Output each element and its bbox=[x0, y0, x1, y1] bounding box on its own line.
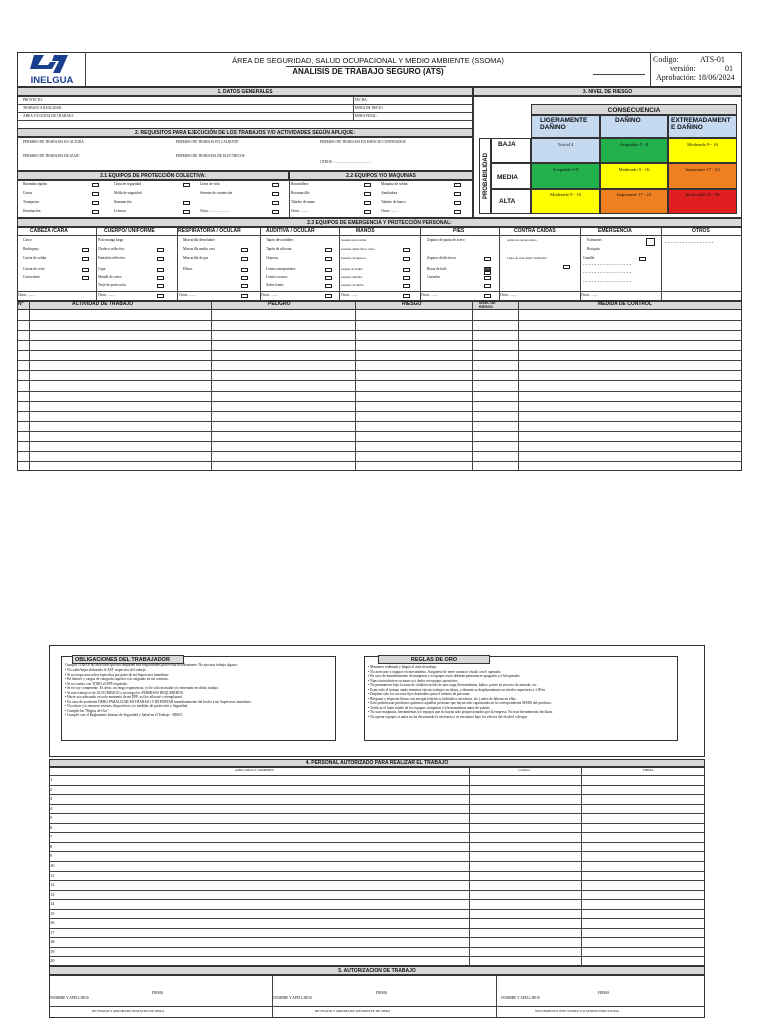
approval-label: Aprobación: bbox=[656, 73, 696, 82]
ppe-item: Barbiquejo bbox=[23, 247, 39, 251]
personnel-row-number: 12 bbox=[50, 882, 55, 888]
checkbox[interactable] bbox=[241, 268, 248, 272]
col-apellidos: APELLIDOS Y NOMBRES bbox=[235, 768, 274, 772]
ppe-item: Guante de badila bbox=[341, 267, 363, 271]
checkbox[interactable] bbox=[325, 257, 332, 261]
eqm-otros-2: Otros: ......... bbox=[381, 209, 399, 213]
checkbox[interactable] bbox=[325, 268, 332, 272]
obligacion-item: • Cumplir las "Reglas de Oro". bbox=[65, 708, 110, 713]
ppe-item: Botiquín bbox=[587, 247, 600, 251]
personnel-row[interactable] bbox=[49, 947, 705, 948]
obligacion-item: • Si no tengo una orden especifica por parte de mi Supervisor inmediato bbox=[65, 672, 169, 677]
table-row[interactable] bbox=[17, 461, 742, 462]
obligacion-item: • Hacer uso adecuado en todo momento de mi EPP, así los afloraré o reemplazaré. bbox=[65, 695, 183, 699]
regla-item: • No operar equipos si antes no ha descansado lo necesario o se encuentra bajo los efectos del alcohol o drogas bbox=[368, 714, 528, 719]
checkbox[interactable] bbox=[157, 276, 164, 280]
epc-contencion: Sistema de contención bbox=[200, 191, 233, 195]
personnel-row-number: 16 bbox=[50, 920, 55, 926]
personnel-row[interactable] bbox=[49, 890, 705, 891]
section-23-box bbox=[17, 227, 742, 301]
permiso-confinado: PERMISO DE TRABAJOS EN ESPACIO CONFINADOS bbox=[320, 140, 406, 144]
proyecto-label: PROYECTO: bbox=[23, 98, 43, 102]
checkbox[interactable] bbox=[403, 257, 410, 261]
checkbox[interactable] bbox=[325, 294, 332, 298]
personnel-row[interactable] bbox=[49, 785, 705, 786]
ppe-item: Tapón descartables bbox=[266, 238, 294, 242]
regla-item: • Solo podrán usar productos químicos aquellas personas que hayan sido capacitadas en la correspondiente MSDS del producto. bbox=[368, 701, 552, 705]
regla-item: • Verificar el buen estado de los equipos, máquinas y/o herramientas antes de usarlas. bbox=[368, 705, 491, 710]
checkbox[interactable] bbox=[82, 268, 89, 272]
personnel-row[interactable] bbox=[49, 775, 705, 776]
obligacion-item: • Si no soy competente. Es decir, no tengo experiencia, yo he sido instruido y/o entrenado en dicho trabajo. bbox=[65, 686, 219, 690]
checkbox[interactable] bbox=[325, 248, 332, 252]
personnel-row[interactable] bbox=[49, 794, 705, 795]
checkbox[interactable] bbox=[272, 183, 279, 187]
firma-3: FIRMA bbox=[598, 991, 610, 995]
checkbox[interactable] bbox=[157, 257, 164, 261]
row-alta: ALTA bbox=[491, 189, 531, 214]
personnel-row-number: 15 bbox=[50, 910, 55, 916]
personnel-row[interactable] bbox=[49, 813, 705, 814]
eqm-soldar: Máquina de soldar bbox=[381, 182, 408, 186]
personnel-row-number: 9 bbox=[50, 853, 53, 859]
epc-letreros: Letreros bbox=[114, 209, 126, 213]
epc-conos: Conos bbox=[23, 191, 33, 195]
risk-cell-moderado: Moderado 9 - 16 bbox=[600, 163, 668, 189]
checkbox[interactable] bbox=[157, 294, 164, 298]
epc-malla: Malla de seguridad bbox=[114, 191, 142, 195]
col-peligro: PELIGRO bbox=[268, 301, 291, 307]
checkbox[interactable] bbox=[364, 183, 371, 187]
ppe-header-respiratoria: RESPIRATORIA / OCULAR bbox=[178, 228, 241, 234]
personnel-row-number: 10 bbox=[50, 862, 55, 868]
checkbox[interactable] bbox=[484, 294, 491, 298]
personnel-row-number: 3 bbox=[50, 796, 53, 802]
checkbox[interactable] bbox=[484, 276, 491, 280]
checkbox[interactable] bbox=[364, 201, 371, 205]
section-23-title: 2.3 EQUIPOS DE EMERGENCIA Y PROTECCIÓN PERSONAL: bbox=[17, 218, 742, 227]
activity-table bbox=[17, 301, 742, 471]
page-title: ANALISIS DE TRABAJO SEGURO (ATS) bbox=[292, 67, 444, 76]
otros-dashes: - - - - - - - - - - - - - - - - - bbox=[665, 241, 714, 246]
personnel-row[interactable] bbox=[49, 861, 705, 862]
row-baja: BAJA bbox=[491, 138, 531, 163]
epc-otros: Otros: ...................... bbox=[200, 209, 230, 213]
personnel-row-number: 17 bbox=[50, 929, 55, 935]
col-actividad: ACTIVIDAD DE TRABAJO bbox=[72, 301, 134, 307]
ppe-item: Otros: ........ bbox=[98, 293, 116, 297]
regla-item: • No usar maquinas, herramientas y/o equipos que no hayan sido proporcionados por la empresa. No usar herramientas hechizas. bbox=[368, 710, 553, 714]
ppe-item: Cortaviento bbox=[23, 275, 40, 279]
col-danino: DAÑINO bbox=[600, 115, 668, 138]
obligacion-item: • Cumplir con el Reglamento Interno de Seguridad y Salud en el Trabajo - RISST. bbox=[65, 713, 183, 717]
code-value: ATS-01 bbox=[700, 55, 725, 64]
regla-item: • Estar todo el tiempo atado mientras ejecuto trabajos en altura, y durante su desplazamiento en niveles superiores a 1.80 m. bbox=[368, 687, 546, 692]
regla-item: • En caso de mantenimiento de maquinas y/o equipos estos deberán permanecer apagados y/o bloqueados. bbox=[368, 674, 521, 678]
table-row[interactable] bbox=[17, 411, 742, 412]
ppe-item: Otros: ........ bbox=[500, 293, 518, 297]
section-22-title: 2.2 EQUIPOS Y/O MAQUINAS bbox=[289, 171, 473, 180]
ppe-item: Guantes anilulos bbox=[341, 275, 363, 279]
ppe-item: Pantalón reflectivo bbox=[98, 256, 126, 260]
ppe-item: Línea de vida doble visibilidad bbox=[507, 256, 547, 260]
checkbox[interactable] bbox=[157, 248, 164, 252]
hora-inicio-label: HORA DE INICIO bbox=[355, 106, 383, 110]
section-2-title: 2. REQUISITOS PARA EJECUCIÓN DE LOS TRABAJOS Y/O ACTIVIDADES SEGÚN APLIQUE: bbox=[17, 128, 473, 137]
ppe-item: Otros: ........ bbox=[179, 293, 197, 297]
ppe-item: Guantes para soldar bbox=[341, 238, 367, 242]
checkbox[interactable] bbox=[272, 210, 279, 214]
ppe-item: Otros: ........ bbox=[421, 293, 439, 297]
obligacion-item: • En caso de accidente DEBO PARALIZAR MI TRABAJO Y REPORTAR inmediatamente del hecho a mi Supervisor inmediato. bbox=[65, 699, 252, 704]
company-logo bbox=[20, 53, 84, 86]
obligacion-item: • No retirar y/o remueve resistas, dispositivos y/o medidas de protección o Seguridad. bbox=[65, 704, 189, 708]
personnel-table bbox=[49, 767, 705, 966]
permiso-electrico: PERMISO DE TRABAJOS DE ELECTRICOS bbox=[176, 154, 245, 158]
checkbox[interactable] bbox=[403, 284, 410, 288]
personnel-row[interactable] bbox=[49, 918, 705, 919]
regla-item: • Mantener ordenada y limpia el área de trabajo. bbox=[368, 665, 438, 669]
col-medida-control: MEDIDA DE CONTROL bbox=[598, 301, 652, 307]
table-row[interactable] bbox=[17, 391, 742, 392]
ppe-item: Zapatos dieléctricos bbox=[427, 256, 456, 260]
ppe-item: Polo manga larga bbox=[98, 238, 124, 242]
permiso-caliente: PERMISO DE TRABAJO EN CALIENTE bbox=[176, 140, 239, 144]
epc-cinta: Cinta de seguridad bbox=[114, 182, 141, 186]
ppe-item: Lentes transparentes bbox=[266, 267, 296, 271]
permiso-altura: PERMISO DE TRABAJOS EN ALTURA bbox=[23, 140, 84, 144]
risk-cell-importante: Importante 17 - 24 bbox=[600, 189, 668, 214]
personnel-row[interactable] bbox=[49, 804, 705, 805]
checkbox[interactable] bbox=[364, 192, 371, 196]
personnel-row-number: 5 bbox=[50, 815, 53, 821]
ppe-header-contra-caidas: CONTRA CAIDAS bbox=[514, 228, 556, 234]
checkbox[interactable] bbox=[403, 268, 410, 272]
checkbox[interactable] bbox=[484, 271, 491, 275]
risk-cell-aceptable: Aceptable 5 - 8 bbox=[600, 138, 668, 163]
ppe-item: Otros: ........ bbox=[581, 293, 599, 297]
ppe-item: Otros: ........ bbox=[341, 293, 359, 297]
code-label: Codigo: bbox=[653, 55, 679, 64]
ppe-item: Traje de protección bbox=[98, 283, 126, 287]
personnel-row-number: 6 bbox=[50, 824, 53, 830]
eqm-otros-1: Otros: ......... bbox=[291, 209, 309, 213]
ppe-item: Capa bbox=[98, 267, 106, 271]
obligacion-item: • En labores y cargas de categoría superior a lo asignado en mi contrato. bbox=[65, 677, 169, 681]
personnel-row-number: 19 bbox=[50, 948, 55, 954]
eqm-rotomillera: Rotomillera bbox=[291, 182, 309, 186]
risk-cell-intolerable: Intolerable 25 - 36 bbox=[668, 189, 737, 214]
trabajo-label: TRABAJO A REALIZAR: bbox=[23, 106, 62, 110]
role-ssoma: SEGUIMIENTO JEFE SSOMA Y/O SUPERVISOR SSOMA bbox=[535, 1009, 620, 1013]
ppe-header-pies: PIES bbox=[453, 228, 465, 234]
personnel-row[interactable] bbox=[49, 851, 705, 852]
ppe-header-manos: MANOS bbox=[356, 228, 375, 234]
emergencia-dashes: - - - - - - - - - - - - - - - - - bbox=[583, 280, 632, 285]
nombre-1: NOMBRE Y APELLIDOS bbox=[50, 996, 89, 1000]
ppe-item: Otros: ........ bbox=[18, 293, 36, 297]
table-row[interactable] bbox=[17, 451, 742, 452]
company-name: INELGUA bbox=[30, 75, 74, 86]
checkbox[interactable] bbox=[82, 276, 89, 280]
consecuencia-header: CONSECUENCIA bbox=[531, 104, 737, 115]
checkbox[interactable] bbox=[183, 201, 190, 205]
ppe-item: Extintores bbox=[587, 238, 602, 242]
personnel-row[interactable] bbox=[49, 823, 705, 824]
risk-cell-moderado: Moderado 9 - 16 bbox=[531, 189, 600, 214]
table-row[interactable] bbox=[17, 360, 742, 361]
firma-2: FIRMA bbox=[376, 991, 388, 995]
checkbox[interactable] bbox=[183, 210, 190, 214]
checkbox[interactable] bbox=[639, 257, 646, 261]
personnel-row[interactable] bbox=[49, 832, 705, 833]
obligaciones-intro: Cumplir TODAS las directivas que nos imparten mis responsables para evitar accidentarme. No ejecutar trabajo alguno: bbox=[65, 663, 238, 667]
risk-cell-aceptable: Aceptable 5-8 bbox=[531, 163, 600, 189]
eqm-amoladora: Amoladora bbox=[381, 191, 398, 195]
checkbox[interactable] bbox=[272, 201, 279, 205]
table-row[interactable] bbox=[17, 350, 742, 351]
probabilidad-column bbox=[479, 138, 491, 214]
checkbox[interactable] bbox=[484, 284, 491, 288]
checkbox[interactable] bbox=[454, 210, 461, 214]
table-row[interactable] bbox=[17, 340, 742, 341]
personnel-row[interactable] bbox=[49, 842, 705, 843]
personnel-row[interactable] bbox=[49, 928, 705, 929]
permiso-otros: OTROS: ......................................... bbox=[320, 160, 371, 164]
eqm-taladro-mano: Taladro de mano bbox=[291, 200, 316, 204]
checkbox[interactable] bbox=[325, 276, 332, 280]
ppe-item: Cazuelas bbox=[427, 275, 440, 279]
ppe-item: Careta de corte bbox=[23, 267, 45, 271]
checkbox[interactable] bbox=[92, 183, 99, 187]
emergencia-dashes: - - - - - - - - - - - - - - - - - bbox=[583, 263, 632, 268]
ppe-header-cuerpo: CUERPO/ UNIFORME bbox=[104, 228, 155, 234]
regla-item: • Nunca introducirse su mano y/o dedos en equipos operativos. bbox=[368, 678, 459, 683]
personnel-row-number: 4 bbox=[50, 805, 53, 811]
ppe-item: Mascarilla de gas bbox=[183, 256, 209, 260]
checkbox[interactable] bbox=[454, 192, 461, 196]
epc-tranqueras: Tranqueras bbox=[23, 200, 40, 204]
col-cargo: CARGO bbox=[518, 768, 530, 772]
ppe-item: Careta de soldar bbox=[23, 256, 47, 260]
obligacion-item: • No subir/bajar elaborado el AST respectivo del trabajo bbox=[65, 668, 146, 672]
checkbox[interactable] bbox=[241, 294, 248, 298]
checkbox[interactable] bbox=[241, 284, 248, 288]
checkbox[interactable] bbox=[454, 183, 461, 187]
risk-cell-moderado: Moderado 9 - 16 bbox=[668, 138, 737, 163]
personnel-row[interactable] bbox=[49, 937, 705, 938]
table-row[interactable] bbox=[17, 330, 742, 331]
ppe-item: Mascarilla desechable bbox=[183, 238, 215, 242]
personnel-row-number: 2 bbox=[50, 786, 53, 792]
ppe-item: Botas de hule bbox=[427, 267, 447, 271]
regla-item: • No permanecer bajo la zona de caída/recorrido de una carga (herramientas, bultos, partes en proceso de armado, etc. bbox=[368, 683, 538, 687]
ppe-item: Chaleco reflectivo bbox=[98, 247, 125, 251]
probabilidad-label: PROBABILIDAD bbox=[483, 153, 489, 199]
ppe-header-auditiva: AUDITIVA / OCULAR bbox=[266, 228, 315, 234]
checkbox[interactable] bbox=[454, 201, 461, 205]
hora-final-label: HORA FINAL: bbox=[355, 114, 378, 118]
table-row[interactable] bbox=[17, 421, 742, 422]
col-ligeramente-danino: LIGERAMENTE DAÑINO bbox=[531, 115, 600, 138]
row-media: MEDIA bbox=[491, 163, 531, 189]
obligaciones-list bbox=[65, 668, 333, 718]
checkbox[interactable] bbox=[82, 257, 89, 261]
ppe-item: Guantes dieléctricos cuero bbox=[341, 247, 375, 251]
version-value: 01 bbox=[725, 64, 733, 73]
ppe-item: Zapatos de punta de acero bbox=[427, 238, 465, 242]
personnel-row[interactable] bbox=[49, 871, 705, 872]
ppe-item: Mascarilla media cara bbox=[183, 247, 215, 251]
area-label: AREA Y/O ZONA DE TRABAJO: bbox=[23, 114, 74, 118]
checkbox[interactable] bbox=[241, 257, 248, 261]
checkbox[interactable] bbox=[241, 276, 248, 280]
version-label: versión: bbox=[670, 64, 696, 73]
ppe-item: Lentes oscuros bbox=[266, 275, 288, 279]
personnel-row-number: 7 bbox=[50, 834, 53, 840]
personnel-row-number: 8 bbox=[50, 843, 53, 849]
ppe-item: Tapón de silicona bbox=[266, 247, 292, 251]
table-row[interactable] bbox=[17, 431, 742, 432]
col-firma: FIRMA bbox=[643, 768, 654, 772]
section-5-title: 5. AUTORIZACION DE TRABAJO bbox=[49, 966, 705, 975]
risk-cell-importante: Importante 17 - 24 bbox=[668, 163, 737, 189]
ppe-item: Orejeras bbox=[266, 256, 279, 260]
nombre-2: NOMBRE Y APELLIDOS bbox=[273, 996, 312, 1000]
checkbox[interactable] bbox=[325, 284, 332, 288]
regla-item: • Emplear sólo los accesos fijos destinados para el tránsito de personas. bbox=[368, 692, 471, 696]
checkbox[interactable] bbox=[272, 192, 279, 196]
col-riesgo: RIESGO bbox=[402, 301, 422, 307]
risk-cell-trivial: Trivial 4 bbox=[531, 138, 600, 163]
personnel-row-number: 13 bbox=[50, 891, 55, 897]
epc-iluminacion: Iluminación bbox=[23, 209, 41, 213]
ppe-item: Camilla bbox=[583, 256, 595, 260]
col-numero: N° bbox=[18, 301, 24, 307]
regla-item: • No acercarse a equipos en movimiento. Asegúrese de tener contacto visual con el operador. bbox=[368, 669, 502, 674]
checkbox[interactable] bbox=[82, 248, 89, 252]
epc-iluminacion-2: Iluminación bbox=[114, 200, 132, 204]
checkbox[interactable] bbox=[484, 257, 491, 261]
checkbox[interactable] bbox=[92, 192, 99, 196]
fecha-label: FECHA: bbox=[355, 98, 368, 102]
logo-mark-icon bbox=[20, 53, 84, 75]
checkbox[interactable] bbox=[157, 268, 164, 272]
role-residente: REVISADO Y APROBADO: RESIDENTE DE OBRA bbox=[315, 1009, 391, 1013]
col-extremadamente-danino: EXTREMADAMENTE DAÑINO bbox=[668, 115, 737, 138]
checkbox[interactable] bbox=[183, 183, 190, 187]
reglas-list bbox=[368, 665, 674, 719]
epc-linea-vida: Línea de vida bbox=[200, 182, 220, 186]
personnel-row-number: 20 bbox=[50, 958, 55, 964]
eqm-rotomartillo: Rotomartillo bbox=[291, 191, 310, 195]
checkbox[interactable] bbox=[403, 248, 410, 252]
personnel-row[interactable] bbox=[49, 909, 705, 910]
personnel-row-number: 11 bbox=[50, 872, 55, 878]
firma-1: FIRMA bbox=[152, 991, 164, 995]
table-row[interactable] bbox=[17, 441, 742, 442]
personnel-row-number: 18 bbox=[50, 939, 55, 945]
personnel-row-number: 1 bbox=[50, 777, 53, 782]
checkbox[interactable] bbox=[364, 210, 371, 214]
obligacion-item: • Si no cuento con TODO el EPP requerido. bbox=[65, 681, 128, 686]
ppe-item: Arnés de cuerpo entero bbox=[507, 238, 537, 242]
table-row[interactable] bbox=[17, 370, 742, 371]
section-1-title: 1. DATOS GENERALES bbox=[17, 87, 473, 96]
checkbox[interactable] bbox=[92, 201, 99, 205]
obligaciones-title: OBLIGACIONES DEL TRABAJADOR bbox=[72, 655, 184, 664]
section-21-title: 2.1 EQUIPOS DE PROTECCIÓN COLECTIVA: bbox=[17, 171, 289, 180]
nombre-3: NOMBRE Y APELLIDOS bbox=[501, 996, 540, 1000]
ppe-header-cabeza: CABEZA /CARA bbox=[30, 228, 68, 234]
checkbox[interactable] bbox=[241, 248, 248, 252]
role-maestro: REVISADO Y APROBADO MAESTRO DE OBRA bbox=[92, 1009, 165, 1013]
ppe-item: Otros: ........ bbox=[261, 293, 279, 297]
ppe-item: Guantes de hiperox bbox=[341, 256, 366, 260]
emergencia-dashes: - - - - - - - - - - - - - - - - - bbox=[583, 271, 632, 276]
approval-value: 18/06/2024 bbox=[698, 73, 735, 82]
reglas-title: REGLAS DE ORO bbox=[378, 655, 490, 664]
permiso-izaje: PERMISO DE TRABAJOS DE IZAJE bbox=[23, 154, 80, 158]
checkbox[interactable] bbox=[403, 276, 410, 280]
checkbox[interactable] bbox=[92, 210, 99, 214]
table-row[interactable] bbox=[17, 320, 742, 321]
ppe-item: Guantes de nitrilo bbox=[341, 283, 364, 287]
personnel-row[interactable] bbox=[49, 880, 705, 881]
checkbox[interactable] bbox=[403, 294, 410, 298]
personnel-row-number: 14 bbox=[50, 901, 55, 907]
emergencia-box bbox=[646, 238, 655, 246]
ppe-item: Mandil de cuero bbox=[98, 275, 122, 279]
header-area: ÁREA DE SEGURIDAD, SALUD OCUPACIONAL Y MEDIO AMBIENTE (SSOMA) bbox=[232, 56, 504, 65]
ppe-header-otros: OTROS bbox=[692, 228, 710, 234]
personnel-row[interactable] bbox=[49, 956, 705, 957]
checkbox[interactable] bbox=[563, 265, 570, 269]
obligacion-item: • Si este trabajo es de ALTO RIESGO y no tengo los PERMISOS REQUERIDOS. bbox=[65, 690, 184, 695]
checkbox[interactable] bbox=[157, 284, 164, 288]
epc-barandas: Barandas rígidas bbox=[23, 182, 48, 186]
ppe-header-emergencia: EMERGENCIA bbox=[598, 228, 632, 234]
ppe-item: Filtros bbox=[183, 267, 193, 271]
table-row[interactable] bbox=[17, 401, 742, 402]
eqm-taladro-banco: Taladro de banco bbox=[381, 200, 406, 204]
personnel-row[interactable] bbox=[49, 899, 705, 900]
ppe-item: Casco bbox=[23, 238, 32, 242]
section-3-title: 3. NIVEL DE RIESGO bbox=[473, 87, 742, 96]
table-row[interactable] bbox=[17, 380, 742, 381]
section-4-title: 4. PERSONAL AUTORIZADO PARA REALIZAR EL TRABAJO bbox=[49, 759, 705, 767]
regla-item: • Bloquear y etiquetar líneas con energía (eléctrica, hidráulica, mecánica, etc.) antes de laborar en ellas. bbox=[368, 696, 517, 701]
col-nivel-riesgo: NIVEL DE RIESGO bbox=[479, 301, 496, 309]
ppe-item: Sobre lentes bbox=[266, 283, 284, 287]
